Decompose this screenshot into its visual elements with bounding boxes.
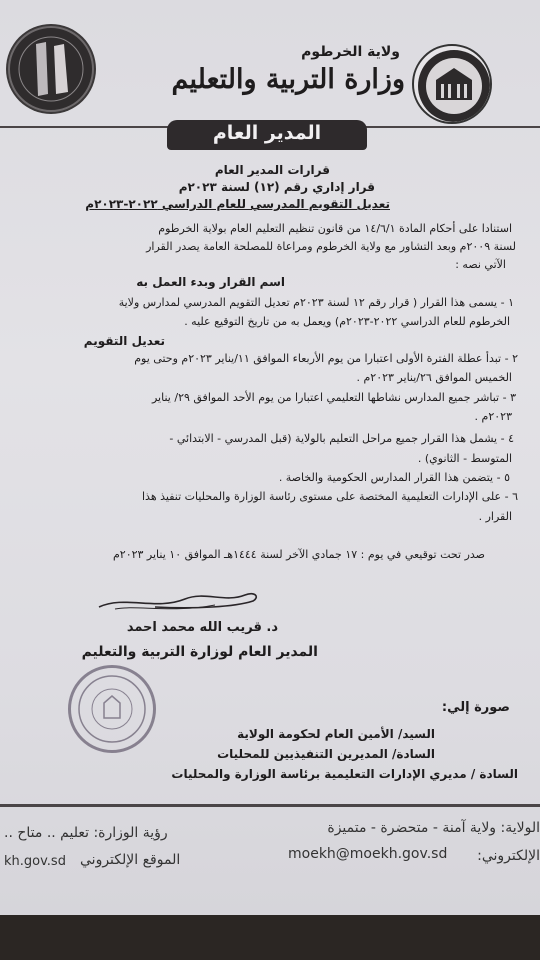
item-2-line-2: الخميس الموافق ٢٦/يناير ٢٠٢٣م . bbox=[356, 371, 512, 384]
signatory-title: المدير العام لوزارة التربية والتعليم bbox=[81, 644, 318, 660]
preamble-line-2: لسنة ٢٠٠٩م وبعد التشاور مع ولاية الخرطوم ومراعاة للمصلحة العامة يصدر القرار bbox=[146, 240, 516, 253]
signatory-name: د. قريب الله محمد احمد bbox=[126, 620, 278, 635]
item-3-line-2: ٢٠٢٣م . bbox=[474, 410, 512, 423]
copy-recipient-3: السادة / مديري الإدارات التعليمية برئاسة الوزارة والمحليات bbox=[171, 767, 518, 781]
handwritten-signature bbox=[95, 585, 265, 615]
copy-recipient-2: السادة/ المديرين التنفيذيين للمحليات bbox=[217, 747, 435, 761]
footer-slogan: الولاية: ولاية آمنة - متحضرة - متميزة bbox=[327, 820, 540, 836]
footer-vision: رؤية الوزارة: تعليم .. متاح .. bbox=[4, 825, 168, 841]
item-6-line-1: ٦ - على الإدارات التعليمية المختصة على مستوى رئاسة الوزارة والمحليات تنفيذ هذا bbox=[141, 490, 518, 503]
section-1-title: اسم القرار وبدء العمل به bbox=[136, 275, 285, 289]
copy-recipient-1: السيد/ الأمين العام لحكومة الولاية bbox=[237, 727, 435, 741]
title-banner bbox=[167, 120, 367, 150]
footer-email[interactable]: moekh@moekh.gov.sd bbox=[288, 846, 448, 862]
item-5: ٥ - يتضمن هذا القرار المدارس الحكومية والخاصة . bbox=[278, 471, 510, 484]
copies-heading: صورة إلي: bbox=[441, 700, 510, 715]
footer-website[interactable]: kh.gov.sd bbox=[4, 854, 66, 869]
left-emblem-logo bbox=[6, 24, 96, 114]
footer-rule bbox=[0, 804, 540, 807]
decision-subject: تعديل التقويم المدرسي للعام الدراسي ٢٠٢٢-٢٠٢٣م bbox=[85, 197, 390, 211]
preamble-line-1: استنادا على أحكام المادة ١٤/٦/١ من قانون تنظيم التعليم العام بولاية الخرطوم bbox=[158, 222, 512, 235]
decision-heading: قرارات المدير العام bbox=[214, 163, 330, 177]
section-2-title: تعديل التقويم bbox=[83, 334, 165, 348]
footer-website-label: الموقع الإلكتروني bbox=[80, 852, 181, 868]
preamble-line-3: الآتي نصه : bbox=[455, 258, 506, 271]
item-1-line-2: الخرطوم للعام الدراسي ٢٠٢٢-٢٠٢٣م) ويعمل به من تاريخ التوقيع عليه . bbox=[184, 315, 510, 328]
decision-number: قرار إداري رقم (١٢) لسنة ٢٠٢٣م bbox=[178, 180, 375, 194]
item-6-line-2: القرار . bbox=[478, 510, 512, 523]
item-3-line-1: ٣ - تباشر جميع المدارس نشاطها التعليمي اعتبارا من يوم الأحد الموافق ٢٩/ يناير bbox=[151, 391, 516, 404]
footer-email-label: الإلكتروني: bbox=[477, 848, 540, 864]
official-stamp bbox=[68, 665, 156, 753]
state-name: ولاية الخرطوم bbox=[301, 44, 400, 60]
item-2-line-1: ٢ - تبدأ عطلة الفترة الأولى اعتبارا من يوم الأربعاء الموافق ١١/يناير ٢٠٢٣م وحتى يوم bbox=[134, 352, 518, 365]
right-ministry-logo bbox=[412, 44, 492, 124]
issued-line: صدر تحت توقيعي في يوم : ١٧ جمادي الآخر لسنة ١٤٤٤هـ الموافق ١٠ يناير ٢٠٢٣م bbox=[112, 548, 485, 561]
item-4-line-2: المتوسط - الثانوي) . bbox=[417, 452, 512, 465]
item-1-line-1: ١ - يسمى هذا القرار ( قرار رقم ١٢ لسنة ٢٠٢٣م تعديل التقويم المدرسي لمدارس ولاية bbox=[118, 296, 514, 309]
item-4-line-1: ٤ - يشمل هذا القرار جميع مراحل التعليم بالولاية (قبل المدرسي - الابتدائي - bbox=[169, 432, 514, 445]
banner-title: المدير العام bbox=[212, 122, 322, 144]
ministry-name: وزارة التربية والتعليم bbox=[171, 64, 405, 95]
